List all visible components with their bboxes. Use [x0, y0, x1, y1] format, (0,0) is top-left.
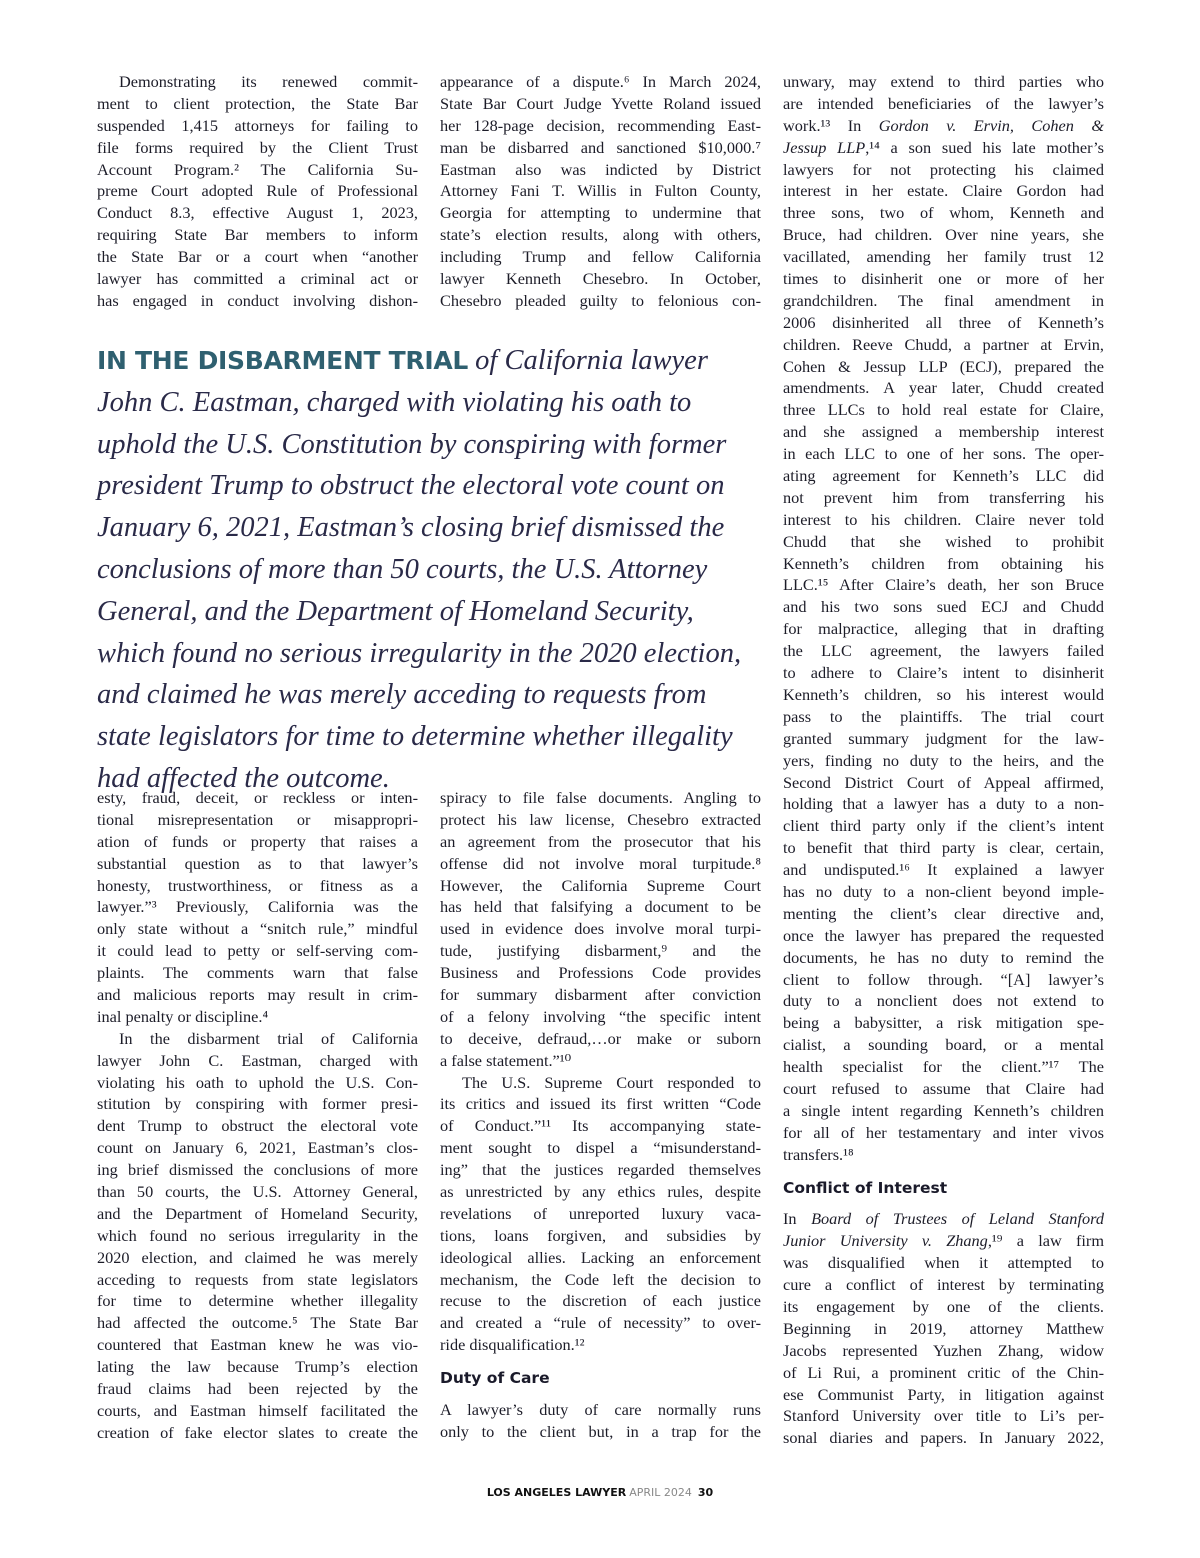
text-line: Stanford University over title to Li’s per-	[783, 1406, 1104, 1426]
text-line: to adhere to Claire’s intent to disinherit	[783, 663, 1104, 683]
text-line: suspended 1,415 attorneys for failing to	[97, 115, 418, 135]
text-line: substantial question as to that lawyer’s	[97, 853, 418, 873]
text-line: has engaged in conduct involving dishon-	[97, 290, 418, 310]
text-line: client third party only if the client’s intent	[783, 816, 1104, 836]
page-number: 30	[697, 1486, 714, 1499]
text-line: holding that a lawyer has a duty to a non-	[783, 794, 1104, 814]
text-line: only state without a “snitch rule,” mindful	[97, 919, 418, 939]
text-line: ese Communist Party, in litigation against	[783, 1384, 1104, 1404]
text-line	[783, 137, 1104, 159]
text-line: has held that falsifying a document to be	[440, 897, 761, 917]
text-line: recuse to the discretion of each justice	[440, 1291, 761, 1311]
text-segment: ,¹⁴ a son sued his late mother’s	[865, 137, 1104, 157]
text-line: violating his oath to uphold the U.S. Con-	[97, 1072, 418, 1092]
text-line: 2006 disinherited all three of Kenneth’s	[783, 312, 1104, 332]
text-line: tional misrepresentation or misappropri-	[97, 809, 418, 829]
text-line: ment sought to dispel a “misunderstand-	[440, 1138, 761, 1158]
text-line: a false statement.”¹⁰	[440, 1050, 572, 1070]
text-line: which found no serious irregularity in the	[97, 1225, 418, 1245]
article-column-middle-bottom	[440, 787, 761, 1443]
article-column-left-top	[97, 71, 418, 312]
text-line: mechanism, the Code left the decision to	[440, 1269, 761, 1289]
text-line: Georgia for attempting to undermine that	[440, 203, 761, 223]
article-column-left-bottom	[97, 787, 418, 1444]
issue-date: APRIL 2024	[629, 1486, 692, 1499]
text-line: ing brief dismissed the conclusions of more	[97, 1160, 418, 1180]
text-line: offense did not involve moral turpitude.⁸	[440, 853, 761, 873]
text-line: and created a “rule of necessity” to over-	[440, 1313, 761, 1333]
text-line: dent Trump to obstruct the electoral vote	[97, 1116, 418, 1136]
text-line: was disqualified when it attempted to	[783, 1253, 1104, 1273]
section-heading: Conflict of Interest	[783, 1178, 948, 1197]
text-segment: In	[783, 1209, 812, 1229]
case-name: Gordon v. Ervin, Cohen &	[878, 115, 1104, 135]
text-line: lawyer Kenneth Chesebro. In October,	[440, 269, 761, 289]
case-name: Jessup LLP	[783, 137, 866, 157]
text-line: A lawyer’s duty of care normally runs	[440, 1400, 761, 1420]
text-line: fraud claims had been rejected by the	[97, 1379, 418, 1399]
text-line: unwary, may extend to third parties who	[783, 72, 1104, 91]
text-line: transfers.¹⁸	[783, 1144, 854, 1164]
text-line: used in evidence does involve moral turpi-	[440, 919, 761, 939]
text-line: State Bar Court Judge Yvette Roland issued	[440, 93, 761, 113]
text-line: revelations of unreported luxury vaca-	[440, 1203, 761, 1223]
text-line: Business and Professions Code provides	[440, 963, 761, 983]
text-line: inal penalty or discipline.⁴	[97, 1006, 269, 1026]
text-line: menting the client’s clear directive and,	[783, 903, 1104, 923]
text-line: Bruce, had children. Over nine years, she	[783, 225, 1104, 245]
pull-quote-lead: IN THE DISBARMENT TRIAL	[97, 346, 469, 375]
text-line: lawyer has committed a criminal act or	[97, 269, 418, 289]
text-line: the State Bar or a court when “another	[97, 247, 418, 267]
text-line: ating agreement for Kenneth’s LLC did	[783, 466, 1104, 486]
text-line: only to the client but, in a trap for the	[440, 1421, 761, 1441]
text-line: Account Program.² The California Su-	[97, 159, 418, 179]
text-line: state’s election results, along with others,	[440, 225, 761, 245]
text-line: LLC.¹⁵ After Claire’s death, her son Bruce	[783, 575, 1104, 595]
text-line: tions, loans forgiven, and subsidies by	[440, 1225, 761, 1245]
text-line: and the Department of Homeland Security,	[97, 1203, 418, 1223]
pull-quote	[97, 340, 767, 800]
text-line	[783, 1208, 1104, 1230]
text-line: health specialist for the client.”¹⁷ The	[783, 1057, 1104, 1077]
text-line: are intended beneficiaries of the lawyer’s	[783, 93, 1104, 113]
text-line: and she assigned a membership interest	[783, 422, 1104, 442]
text-line: Eastman also was indicted by District	[440, 159, 761, 179]
text-line: being a babysitter, a risk mitigation spe-	[783, 1013, 1104, 1033]
text-line: for time to determine whether illegality	[97, 1291, 418, 1311]
text-line: had affected the outcome.⁵ The State Bar	[97, 1313, 418, 1333]
text-line: courts, and Eastman himself facilitated the	[97, 1400, 418, 1420]
text-line: file forms required by the Client Trust	[97, 137, 418, 157]
text-line: ideological allies. Lacking an enforcement	[440, 1247, 761, 1267]
text-segment: ,¹⁹ a law firm	[987, 1231, 1105, 1251]
text-line: her 128-page decision, recommending East-	[440, 115, 761, 135]
text-line: of Conduct.”¹¹ Its accompanying state-	[440, 1116, 761, 1136]
text-line: The U.S. Supreme Court responded to	[462, 1072, 761, 1092]
text-line: ing” that the justices regarded themselves	[440, 1160, 761, 1180]
text-line: esty, fraud, deceit, or reckless or inten-	[97, 788, 418, 807]
text-line	[783, 115, 1104, 137]
text-line: cialist, a sounding board, or a mental	[783, 1035, 1104, 1055]
text-segment: work.¹³ In	[783, 115, 879, 135]
text-line: interest to his children. Claire never told	[783, 509, 1104, 529]
text-line: once the lawyer has prepared the requested	[783, 925, 1104, 945]
text-line: lawyer John C. Eastman, charged with	[97, 1050, 418, 1070]
text-line: Demonstrating its renewed commit-	[119, 72, 418, 91]
page-footer	[0, 1486, 1200, 1499]
text-line: its critics and issued its first written “Code	[440, 1094, 761, 1114]
text-line: honesty, trustworthiness, or fitness as a	[97, 875, 418, 895]
text-line: it could lead to petty or self-serving com-	[97, 941, 418, 961]
text-line: Kenneth’s children, so his interest would	[783, 684, 1104, 704]
text-line: count on January 6, 2021, Eastman’s clos-	[97, 1138, 418, 1158]
text-line: an agreement from the prosecutor that his	[440, 831, 761, 851]
text-line: creation of fake elector slates to create the	[97, 1422, 418, 1442]
text-line: However, the California Supreme Court	[440, 875, 761, 895]
text-line: the LLC agreement, the lawyers failed	[783, 641, 1104, 661]
text-line: ation of funds or property that raises a	[97, 831, 418, 851]
text-line: court refused to assume that Claire had	[783, 1078, 1104, 1098]
text-line: to benefit that third party is clear, certain,	[783, 838, 1104, 858]
text-line: of Li Rui, a prominent critic of the Chin-	[783, 1362, 1104, 1382]
text-line: interest in her estate. Claire Gordon had	[783, 181, 1104, 201]
text-line: protect his law license, Chesebro extracted	[440, 809, 761, 829]
text-line: three LLCs to hold real estate for Claire,	[783, 400, 1104, 420]
text-line: preme Court adopted Rule of Professional	[97, 181, 418, 201]
text-line: Chesebro pleaded guilty to felonious con-	[440, 290, 761, 310]
text-line: times to disinherit one or more of her	[783, 269, 1104, 289]
text-line: to deceive, defraud,…or make or suborn	[440, 1028, 761, 1048]
text-line: in each LLC to one of her sons. The oper-	[783, 444, 1104, 464]
text-line: Cohen & Jessup LLP (ECJ), prepared the	[783, 356, 1104, 376]
case-name: Junior University v. Zhang	[783, 1231, 988, 1251]
text-line: and his two sons sued ECJ and Chudd	[783, 597, 1104, 617]
text-line	[783, 1230, 1104, 1252]
text-line: ment to client protection, the State Bar	[97, 93, 418, 113]
article-column-middle-top	[440, 71, 761, 312]
text-line: In the disbarment trial of California	[119, 1028, 418, 1048]
text-line: and malicious reports may result in crim-	[97, 985, 418, 1005]
text-line: as unrestricted by any ethics rules, despite	[440, 1182, 761, 1202]
text-line: than 50 courts, the U.S. Attorney General,	[97, 1182, 418, 1202]
text-line: ride disqualification.¹²	[440, 1335, 585, 1355]
text-line: documents, he has no duty to remind the	[783, 947, 1104, 967]
text-line: Chudd that she wished to prohibit	[783, 531, 1104, 551]
text-line: stitution by conspiring with former presi-	[97, 1094, 418, 1114]
pull-quote-text: of California lawyer John C. Eastman, charged with violating his oath to uphold the U.S. Constitution by conspiring with former president Trump to obstruct the electoral vote count on January 6, 2021, Eastman’s closing brief dismissed the conclusions of more than 50 courts, the U.S. Attorney General, and the Department of Homeland Security, which found no serious irregularity in the 2020 election, and claimed he was merely acceding to requests from state legislators for time to determine whether illegality had affected the outcome.	[97, 345, 742, 794]
article-column-right	[783, 71, 1104, 1449]
text-line: for summary disbarment after conviction	[440, 985, 761, 1005]
text-line: countered that Eastman knew he was vio-	[97, 1335, 418, 1355]
text-line: lawyer.”³ Previously, California was the	[97, 897, 418, 917]
text-line: Beginning in 2019, attorney Matthew	[783, 1318, 1104, 1338]
case-name: Board of Trustees of Leland Stanford	[811, 1209, 1104, 1229]
text-line: for all of her testamentary and inter vivos	[783, 1122, 1104, 1142]
text-line: tude, justifying disbarment,⁹ and the	[440, 941, 761, 961]
text-line: sonal diaries and papers. In January 2022,	[783, 1428, 1104, 1448]
text-line: vacillated, amending her family trust 12	[783, 247, 1104, 267]
text-line: lawyers for not protecting his claimed	[783, 159, 1104, 179]
text-line: amendments. A year later, Chudd created	[783, 378, 1104, 398]
text-line: Jacobs represented Yuzhen Zhang, widow	[783, 1340, 1104, 1360]
section-heading: Duty of Care	[440, 1369, 550, 1388]
text-line: including Trump and fellow California	[440, 247, 761, 267]
text-line: client to follow through. “[A] lawyer’s	[783, 969, 1104, 989]
text-line: not prevent him from transferring his	[783, 487, 1104, 507]
text-line: and undisputed.¹⁶ It explained a lawyer	[783, 860, 1104, 880]
text-line: Conduct 8.3, effective August 1, 2023,	[97, 203, 418, 223]
publication-name: LOS ANGELES LAWYER	[486, 1486, 627, 1499]
text-line: pass to the plaintiffs. The trial court	[783, 706, 1104, 726]
text-line: duty to a nonclient does not extend to	[783, 991, 1104, 1011]
text-line: cure a conflict of interest by terminating	[783, 1275, 1104, 1295]
text-line: acceding to requests from state legislators	[97, 1269, 418, 1289]
text-line: yers, finding no duty to the heirs, and the	[783, 750, 1104, 770]
text-line: Kenneth’s children from obtaining his	[783, 553, 1104, 573]
text-line: lating the law because Trump’s election	[97, 1357, 418, 1377]
text-line: children. Reeve Chudd, a partner at Ervin,	[783, 334, 1104, 354]
text-line: granted summary judgment for the law-	[783, 728, 1104, 748]
text-line: its engagement by one of the clients.	[783, 1296, 1104, 1316]
text-line: man be disbarred and sanctioned $10,000.⁷	[440, 137, 761, 157]
text-line: grandchildren. The final amendment in	[783, 290, 1104, 310]
text-line: requiring State Bar members to inform	[97, 225, 418, 245]
text-line: appearance of a dispute.⁶ In March 2024,	[440, 72, 761, 91]
text-line: a single intent regarding Kenneth’s children	[783, 1100, 1104, 1120]
text-line: Attorney Fani T. Willis in Fulton County,	[440, 181, 761, 201]
text-line: three sons, two of whom, Kenneth and	[783, 203, 1104, 223]
text-line: for malpractice, alleging that in drafting	[783, 619, 1104, 639]
text-line: 2020 election, and claimed he was merely	[97, 1247, 418, 1267]
text-line: Second District Court of Appeal affirmed,	[783, 772, 1104, 792]
text-line: spiracy to file false documents. Angling to	[440, 788, 761, 807]
text-line: of a felony involving “the specific intent	[440, 1006, 761, 1026]
text-line: has no duty to a non-client beyond imple-	[783, 881, 1104, 901]
text-line: plaints. The comments warn that false	[97, 963, 418, 983]
